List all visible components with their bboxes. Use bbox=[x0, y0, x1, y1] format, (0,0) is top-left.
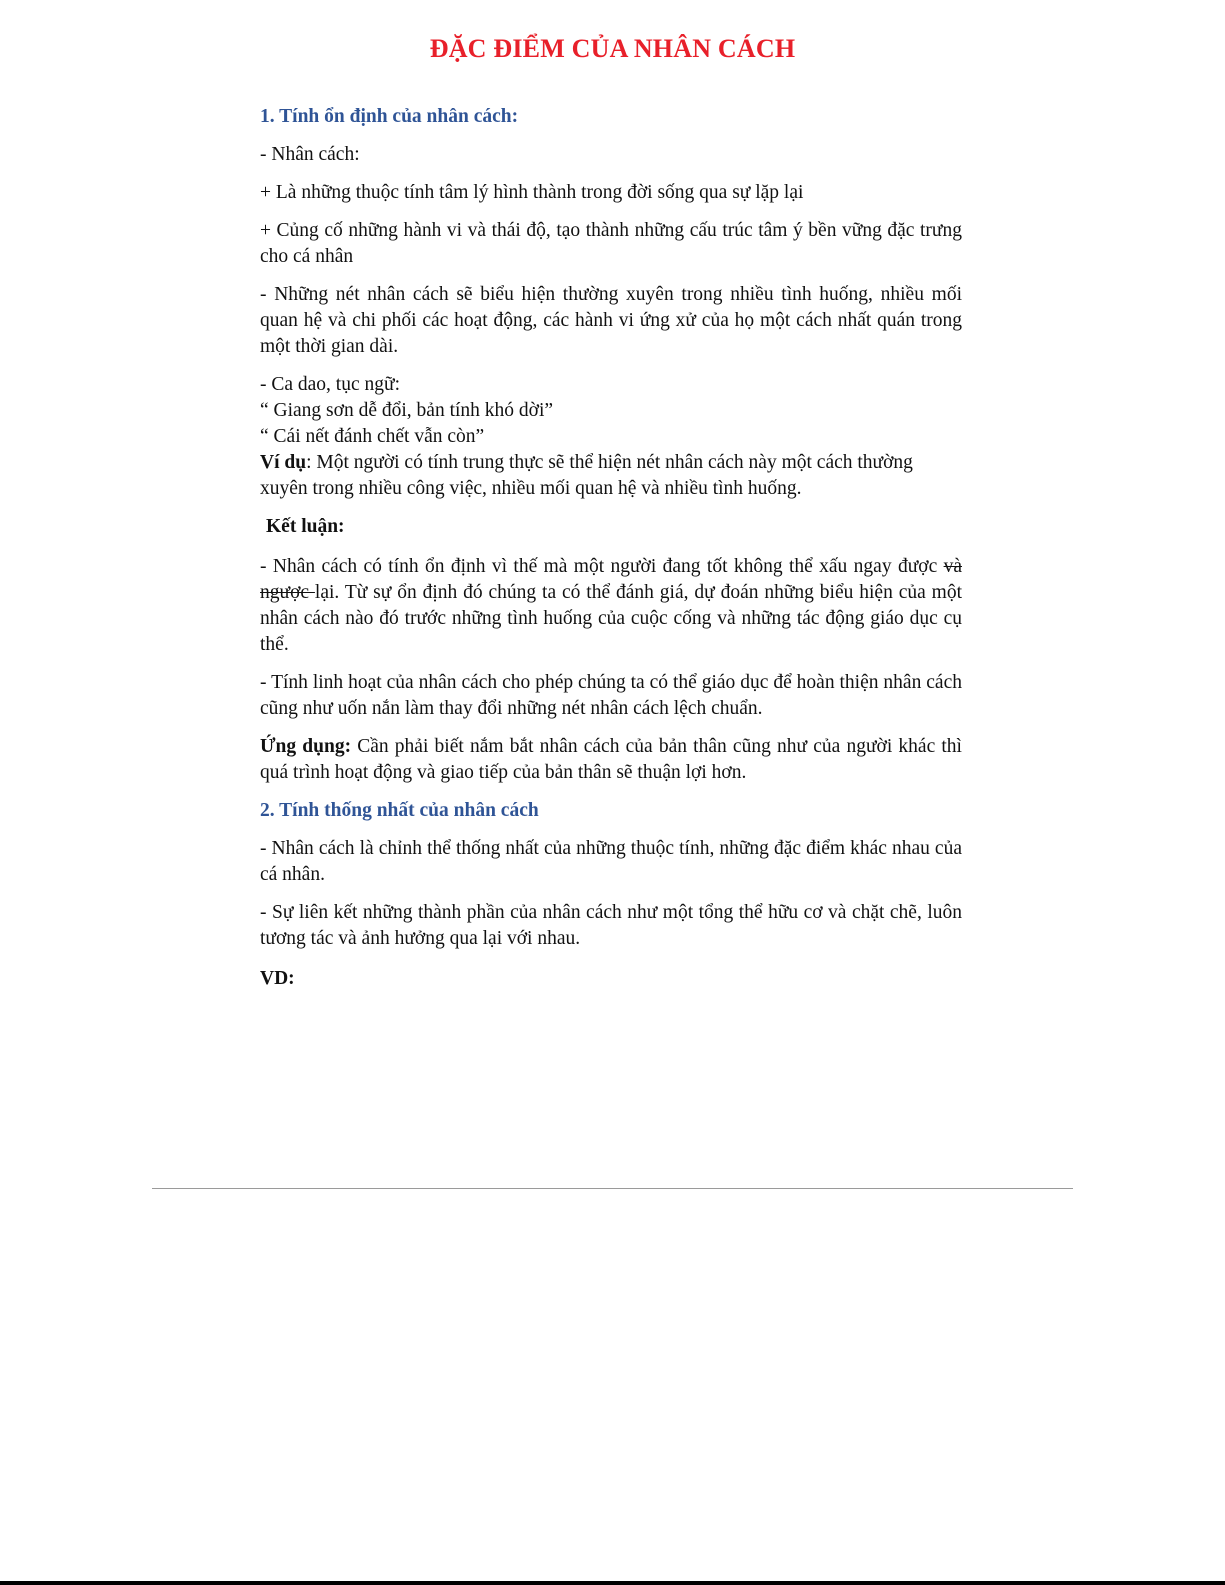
application-label: Ứng dụng: bbox=[260, 736, 352, 757]
section1-intro: - Nhân cách: bbox=[260, 144, 360, 165]
bottom-border bbox=[0, 1581, 1225, 1585]
example-paragraph bbox=[260, 450, 962, 502]
conclusion1-text-b: lại. Từ sự ổn định đó chúng ta có thể đánh giá, dự đoán những biểu hiện của một nhân cách nào đó trước những tình huống của cuộc cống và những tác động giáo dục cụ thể. bbox=[260, 582, 962, 655]
page-title: ĐẶC ĐIỂM CỦA NHÂN CÁCH bbox=[429, 34, 796, 63]
proverb-1: “ Giang sơn dễ đổi, bản tính khó dời” bbox=[260, 400, 554, 421]
example-text: : Một người có tính trung thực sẽ thể hiện nét nhân cách này một cách thường xuyên trong nhiều công việc, nhiều mối quan hệ và nhiều tình huống. bbox=[260, 452, 913, 499]
application-paragraph bbox=[260, 734, 962, 786]
section1-heading: 1. Tính ổn định của nhân cách: bbox=[260, 106, 519, 127]
section1-para1: - Những nét nhân cách sẽ biểu hiện thường xuyên trong nhiều tình huống, nhiều mối quan hệ và chi phối các hoạt động, các hành vi ứng xử của họ một cách nhất quán trong một thời gian dài. bbox=[260, 284, 962, 357]
conclusion-label: Kết luận: bbox=[266, 516, 345, 537]
conclusion1-strikethrough: và ngược bbox=[260, 556, 962, 603]
section2-para1: - Nhân cách là chỉnh thể thống nhất của những thuộc tính, những đặc điểm khác nhau của cá nhân. bbox=[260, 838, 962, 885]
document-body bbox=[260, 104, 962, 1004]
page-divider bbox=[152, 1188, 1073, 1189]
conclusion-paragraph-1 bbox=[260, 554, 962, 658]
example-label: Ví dụ bbox=[260, 452, 307, 473]
proverb-label: - Ca dao, tục ngữ: bbox=[260, 374, 400, 395]
proverb-2: “ Cái nết đánh chết vẫn còn” bbox=[260, 426, 485, 447]
section1-bullet1: + Là những thuộc tính tâm lý hình thành trong đời sống qua sự lặp lại bbox=[260, 182, 804, 203]
application-text: Cần phải biết nắm bắt nhân cách của bản thân cũng như của người khác thì quá trình hoạt động và giao tiếp của bản thân sẽ thuận lợi hơn. bbox=[260, 736, 962, 783]
section2-para2: - Sự liên kết những thành phần của nhân cách như một tổng thể hữu cơ và chặt chẽ, luôn tương tác và ảnh hưởng qua lại với nhau. bbox=[260, 902, 962, 949]
conclusion1-text-a: - Nhân cách có tính ổn định vì thế mà một người đang tốt không thể xấu ngay được bbox=[260, 556, 944, 577]
section1-bullet2: + Củng cố những hành vi và thái độ, tạo thành những cấu trúc tâm ý bền vững đặc trưng cho cá nhân bbox=[260, 220, 962, 267]
vd-label: VD: bbox=[260, 968, 295, 989]
conclusion-paragraph-2: - Tính linh hoạt của nhân cách cho phép chúng ta có thể giáo dục để hoàn thiện nhân cách cũng như uốn nắn làm thay đổi những nét nhân cách lệch chuẩn. bbox=[260, 672, 962, 719]
section2-heading: 2. Tính thống nhất của nhân cách bbox=[260, 800, 539, 821]
